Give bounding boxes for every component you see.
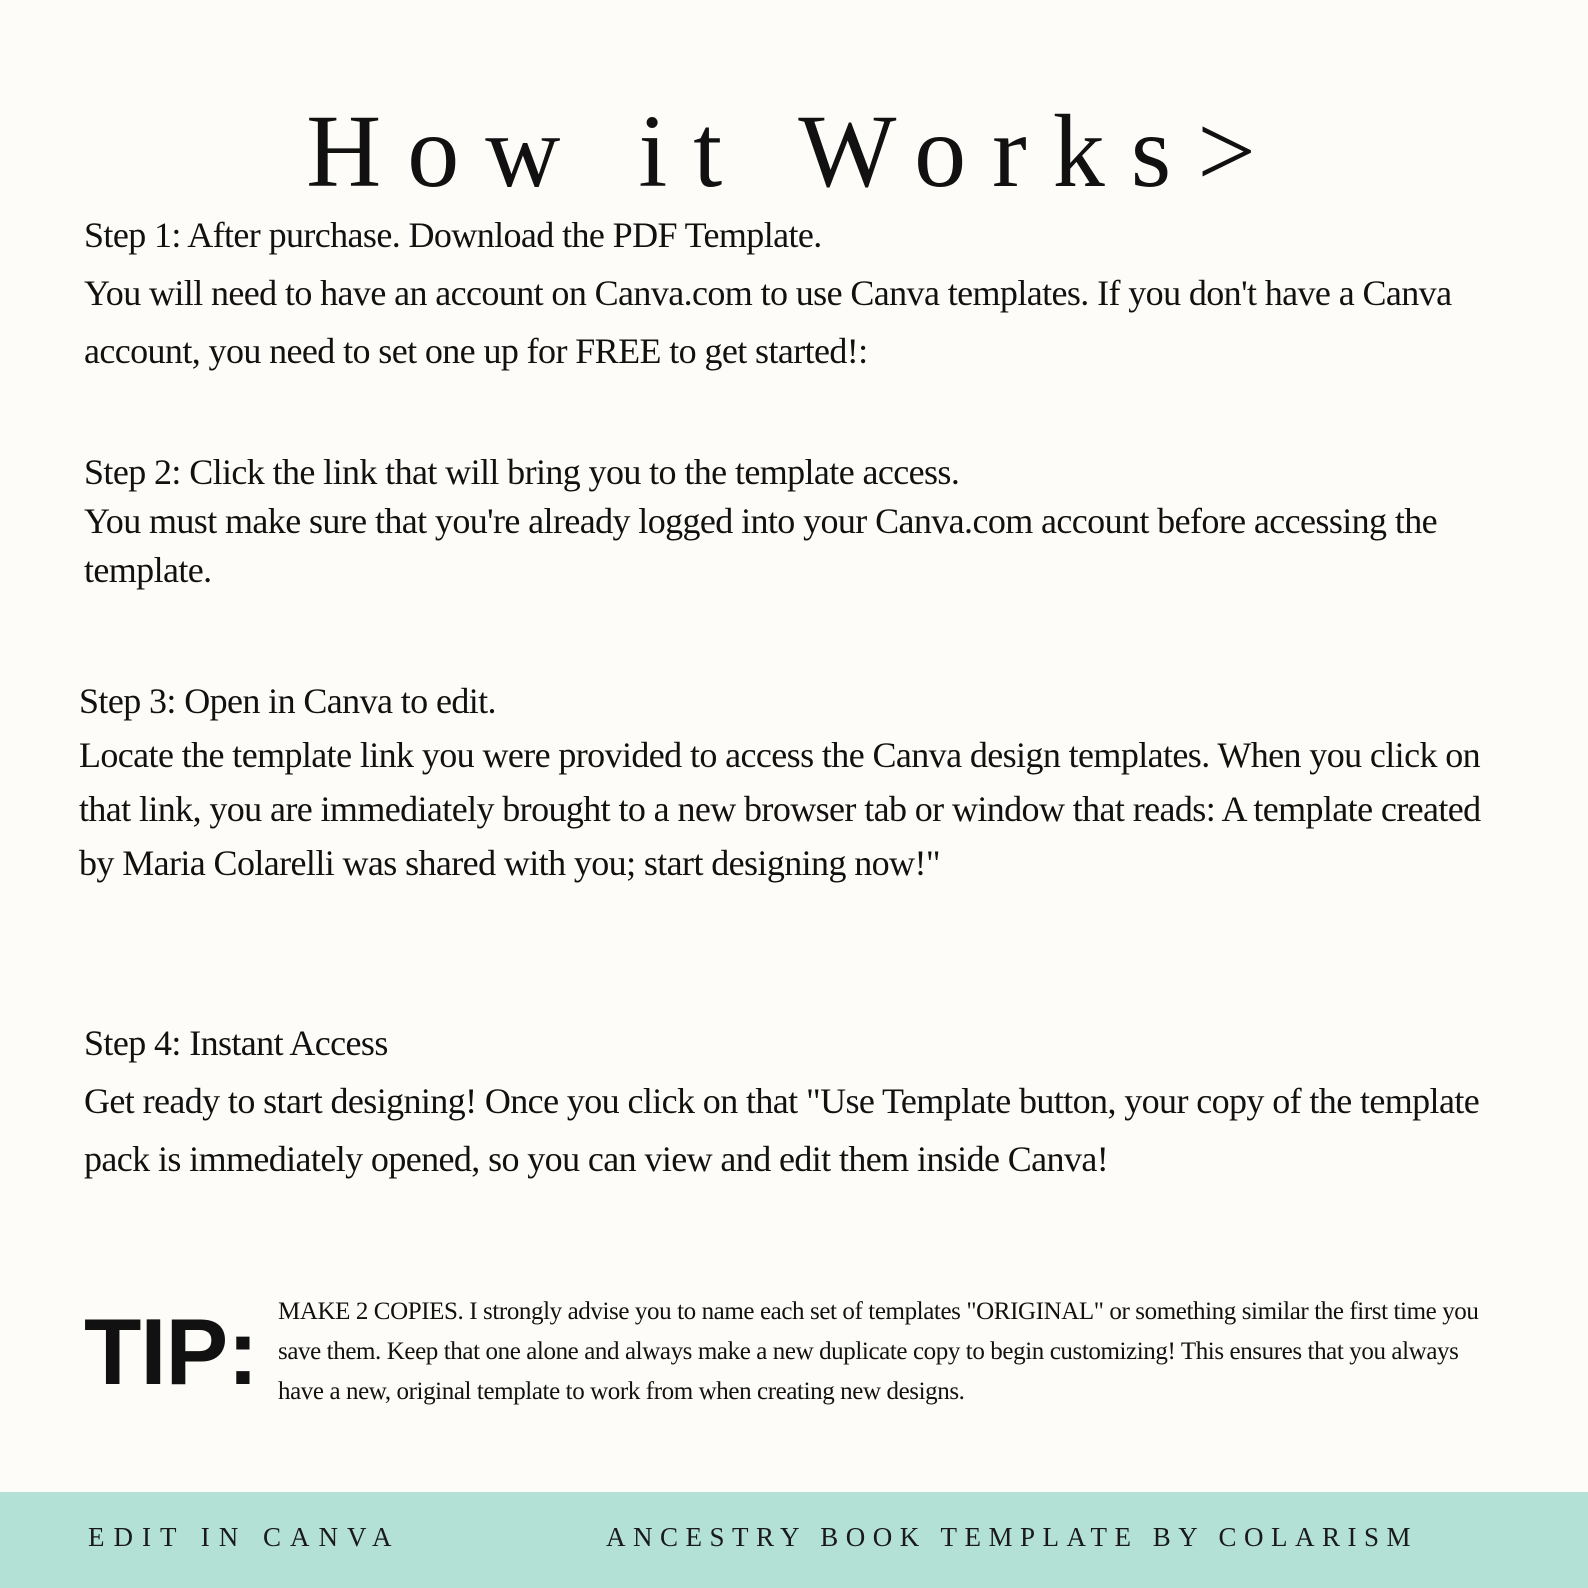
step-3-heading: Step 3: Open in Canva to edit. xyxy=(79,681,496,721)
step-4-heading: Step 4: Instant Access xyxy=(84,1023,388,1063)
step-3-body: Locate the template link you were provided to access the Canva design templates. When you click on that link, you are immediately brought to a new browser tab or window that reads: A template created by Maria Colarelli was shared with you; start designing now!" xyxy=(79,735,1481,883)
step-2 xyxy=(84,448,1524,595)
tip-text: MAKE 2 COPIES. I strongly advise you to name each set of templates "ORIGINAL" or something similar the first time you save them. Keep that one alone and always make a new duplicate copy to begin customizing! This ensures that you always have a new, original template to work from when creating new designs. xyxy=(278,1298,1479,1405)
step-3 xyxy=(79,674,1519,890)
footer-template-credit: ANCESTRY BOOK TEMPLATE BY COLARISM xyxy=(606,1522,1419,1552)
tip-label: TIP: xyxy=(84,1299,258,1404)
step-1 xyxy=(84,206,1524,380)
step-2-heading: Step 2: Click the link that will bring you to the template access. xyxy=(84,452,960,492)
footer-edit-in-canva: EDIT IN CANVA xyxy=(88,1522,401,1552)
step-4-body: Get ready to start designing! Once you click on that "Use Template button, your copy of the template pack is immediately opened, so you can view and edit them inside Canva! xyxy=(84,1081,1480,1179)
step-2-body: You must make sure that you're already logged into your Canva.com account before accessing the template. xyxy=(84,501,1438,590)
step-1-heading: Step 1: After purchase. Download the PDF Template. xyxy=(84,215,822,255)
page-title: How it Works> xyxy=(306,94,1282,209)
step-4 xyxy=(84,1014,1524,1188)
footer-band xyxy=(0,1492,1588,1588)
step-1-body: You will need to have an account on Canva.com to use Canva templates. If you don't have a Canva account, you need to set one up for FREE to get started!: xyxy=(84,273,1452,371)
